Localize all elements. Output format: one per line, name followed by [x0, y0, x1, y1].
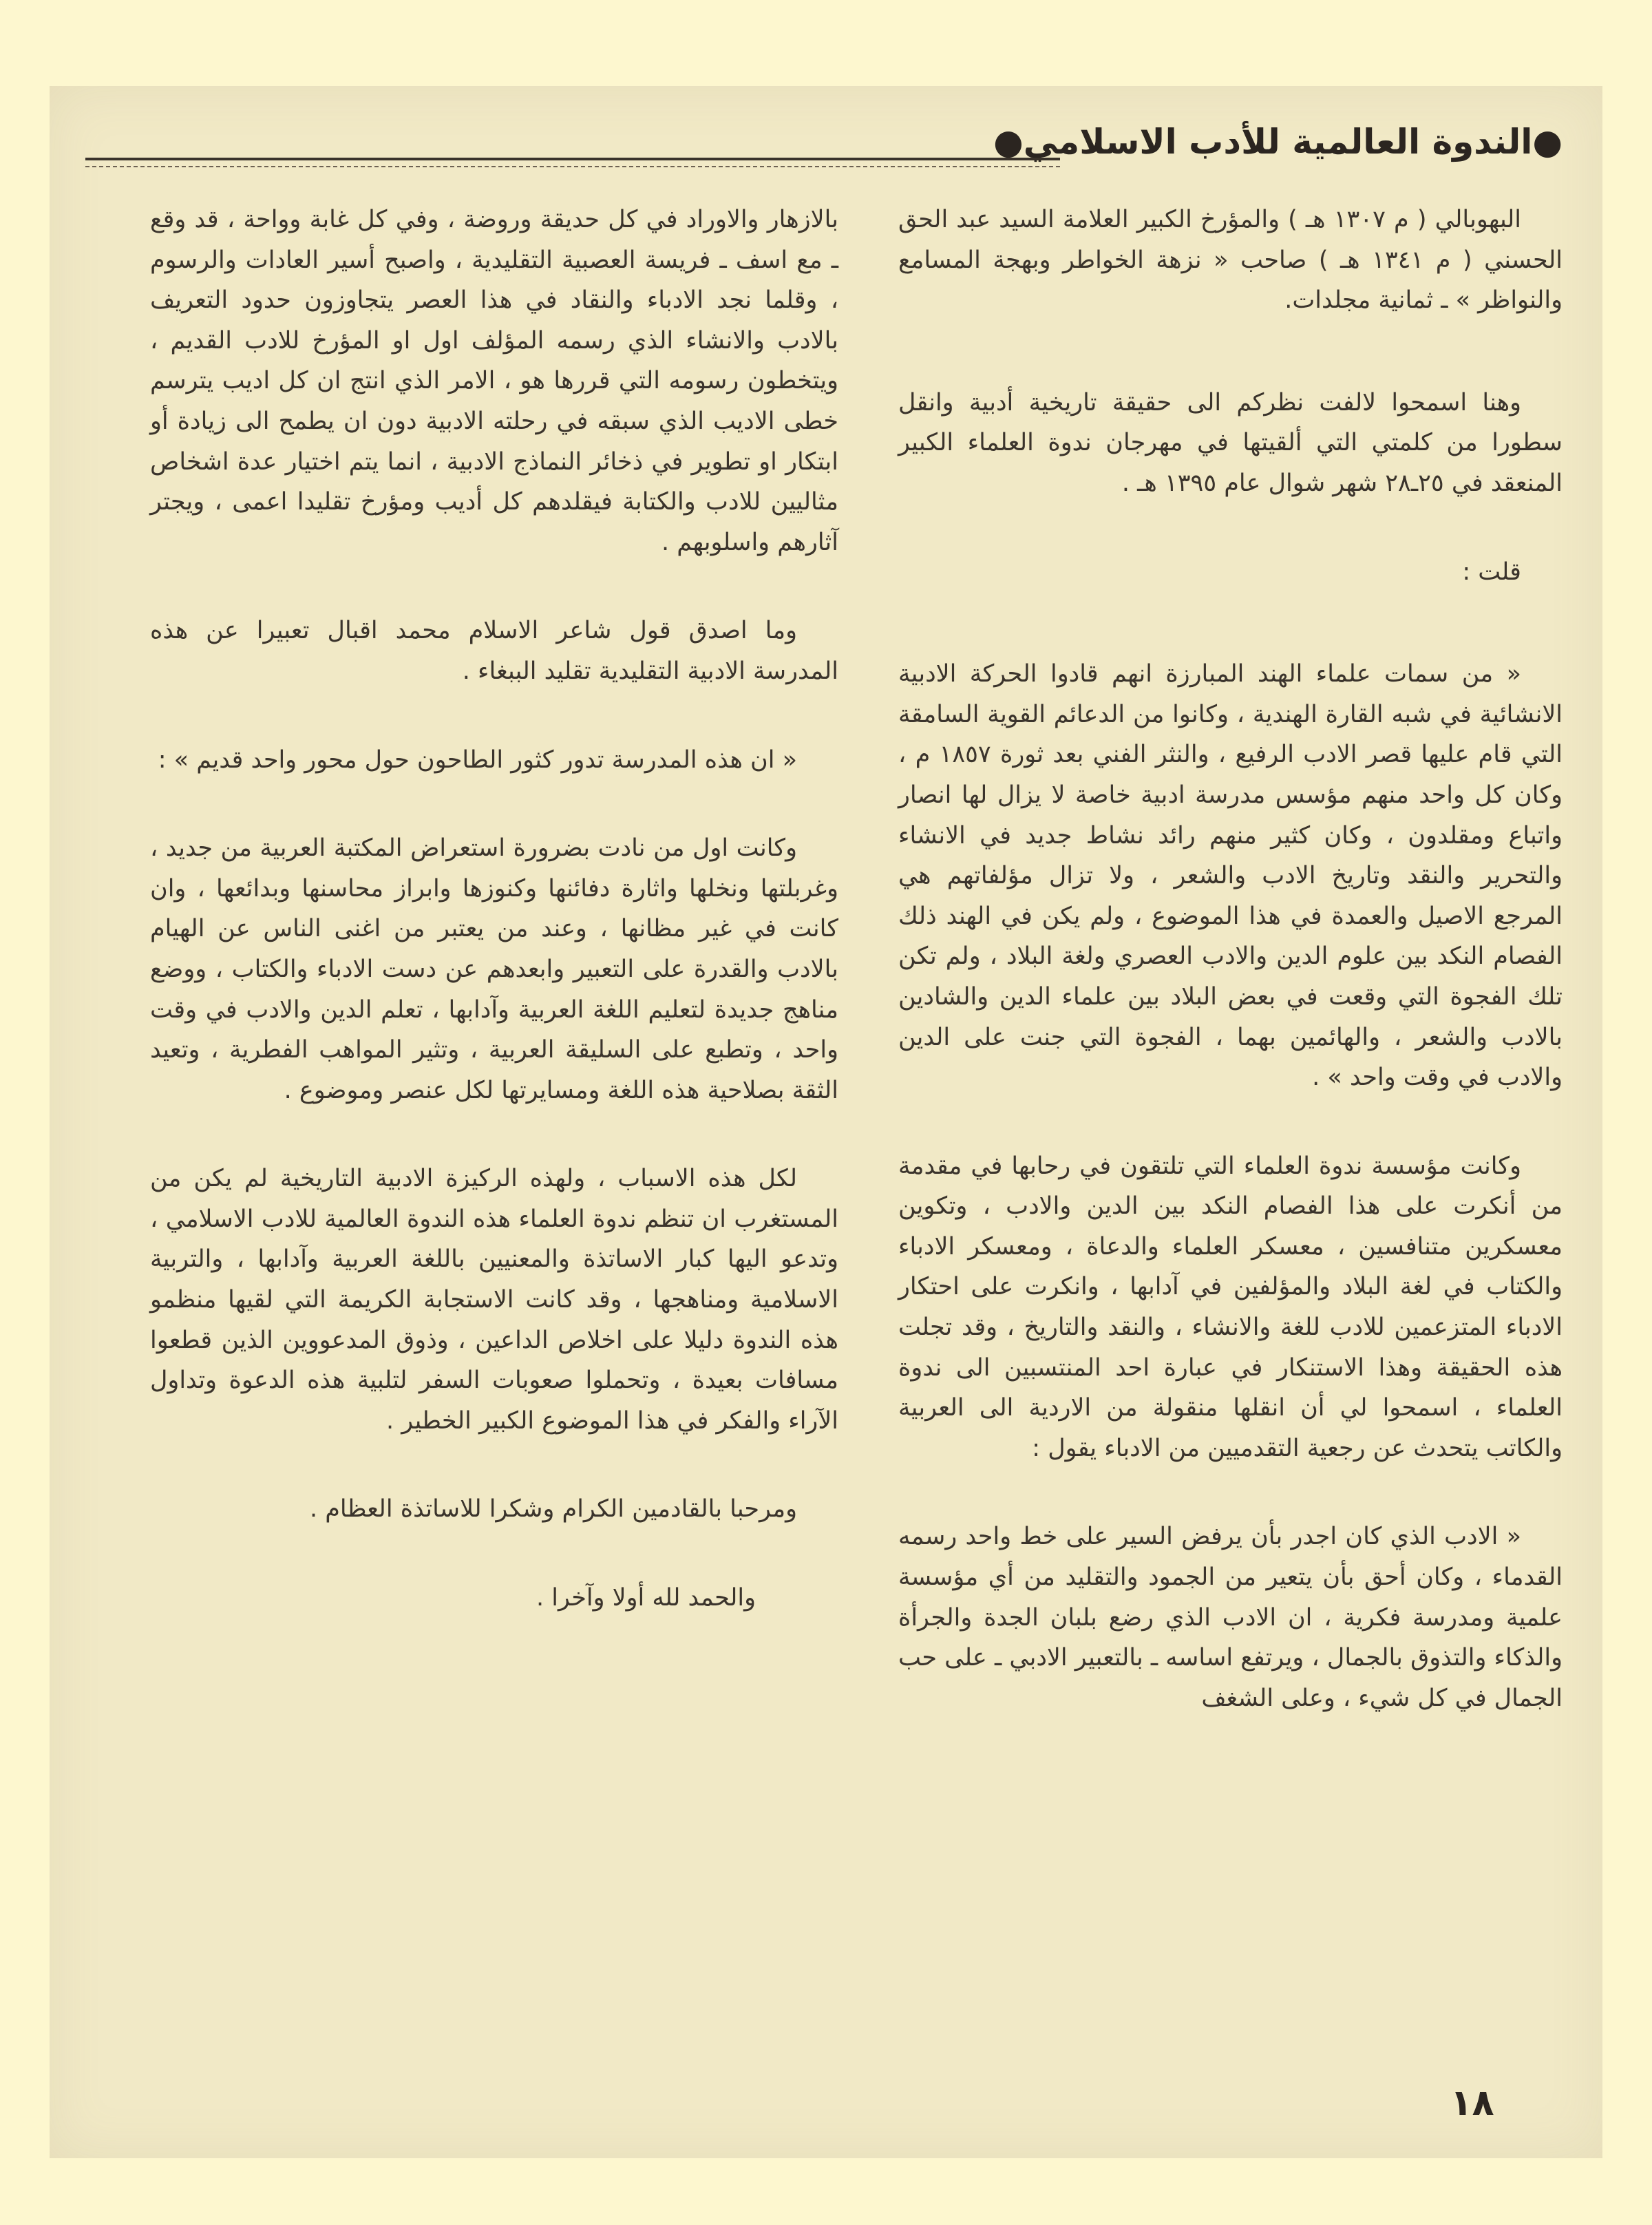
- paragraph: وكانت اول من نادت بضرورة استعراض المكتبة العربية من جديد ، وغربلتها ونخلها واثارة دفائنها وكنوزها وابراز محاسنها وبدائعها ، وان كانت في غير مظانها ، وعند من يعتبر من اغنى الناس عن الهيام بالادب والقدرة على التعبير وابعدهم عن دست الادباء والكتاب ، ووضع مناهج جديدة لتعليم اللغة العربية وآدابها ، تعلم الدين والادب في وقت واحد ، وتطبع على السليقة العربية ، وتثير المواهب الفطرية ، وتعيد الثقة بصلاحية هذه اللغة ومسايرتها لكل عنصر وموضوع .: [150, 834, 838, 1104]
- closing-line: والحمد لله أولا وآخرا .: [536, 1584, 756, 1612]
- quote-paragraph: « من سمات علماء الهند المبارزة انهم قادوا الحركة الادبية الانشائية في شبه القارة الهندية ، وكانوا من الدعائم القوية السامقة التي قام عليها قصر الادب الرفيع ، والنثر الفني بعد ثورة ١٨٥٧ م ، وكان كل واحد منهم مؤسس مدرسة ادبية خاصة لا يزال لها انصار واتباع ومقلدون ، وكان كثير منهم رائد نشاط جديد في الانشاء والتحرير والنقد وتاريخ الادب والشعر ، ولا تزال مؤلفاتهم هي المرجع الاصيل والعمدة في هذا الموضوع ، ولم يكن في الهند ذلك الفصام النكد بين علوم الدين والادب العصري ولغة البلاد ، ولم تكن تلك الفجوة التي وقعت في بعض البلاد بين علماء الدين والشادين بالادب والشعر ، والهائمين بهما ، الفجوة التي جنت على الدين والادب في وقت واحد » .: [898, 660, 1563, 1092]
- paragraph: وكانت مؤسسة ندوة العلماء التي تلتقون في رحابها في مقدمة من أنكرت على هذا الفصام النكد بين الدين والادب ، وتكوين معسكرين متنافسين ، معسكر العلماء والدعاة ، ومعسكر الادباء والكتاب في لغة البلاد والمؤلفين في آدابها ، وانكرت على احتكار الادباء المتزعمين للادب للغة والانشاء ، والنقد والتاريخ ، وقد تجلت هذه الحقيقة وهذا الاستنكار في عبارة احد المنتسبين الى ندوة العلماء ، اسمحوا لي أن انقلها منقولة من الاردية الى العربية والكاتب يتحدث عن رجعية التقدميين من الادباء يقول :: [898, 1152, 1563, 1462]
- paragraph: وهنا اسمحوا لالفت نظركم الى حقيقة تاريخية أدبية وانقل سطورا من كلمتي التي ألقيتها في مهرجان ندوة العلماء الكبير المنعقد في ٢٥ـ٢٨ شهر شوال عام ١٣٩٥ هـ .: [898, 388, 1563, 497]
- quote-paragraph: « ان هذه المدرسة تدور كثور الطاحون حول محور واحد قديم » :: [158, 746, 797, 774]
- right-column: [898, 200, 1563, 1718]
- header-title: ●الندوة العالمية للأدب الاسلامي●: [993, 122, 1563, 162]
- paragraph: بالازهار والاوراد في كل حديقة وروضة ، وفي كل غابة وواحة ، قد وقع ـ مع اسف ـ فريسة العصبية التقليدية ، واصبح أسير العادات والرسوم ، وقلما نجد الادباء والنقاد في هذا العصر يتجاوزون حدود التعريف بالادب والانشاء الذي رسمه المؤلف اول او المؤرخ للادب القديم ، ويتخطون رسومه التي قررها هو ، الامر الذي انتج ان كل اديب يترسم خطى الاديب الذي سبقه في رحلته الادبية دون ان يطمح الى زيادة أو ابتكار او تطوير في ذخائر النماذج الادبية ، انما يتم اختيار عدة اشخاص مثاليين للادب والكتابة فيقلدهم كل أديب ومؤرخ تقليدا اعمى ، ويجتر آثارهم واسلوبهم .: [150, 206, 838, 556]
- paragraph: البهوبالي ( م ١٣٠٧ هـ ) والمؤرخ الكبير العلامة السيد عبد الحق الحسني ( م ١٣٤١ هـ ) صاحب « نزهة الخواطر وبهجة المسامع والنواظر » ـ ثمانية مجلدات.: [898, 206, 1563, 315]
- quote-paragraph: « الادب الذي كان اجدر بأن يرفض السير على خط واحد رسمه القدماء ، وكان أحق بأن يتعير من الجمود والتقليد من أي مؤسسة علمية ومدرسة فكرية ، ان الادب الذي رضع بلبان الجدة والجرأة والذكاء والتذوق بالجمال ، ويرتفع اساسه ـ بالتعبير الادبي ـ على حب الجمال في كل شيء ، وعلى الشغف: [898, 1523, 1563, 1712]
- paragraph: وما اصدق قول شاعر الاسلام محمد اقبال تعبيرا عن هذه المدرسة الادبية التقليدية تقليد الببغاء .: [150, 617, 838, 685]
- magazine-page: [50, 86, 1602, 2158]
- header-rule-dashed: [85, 166, 1060, 167]
- page-number: ١٨: [1450, 2082, 1494, 2124]
- closing-line: ومرحبا بالقادمين الكرام وشكرا للاساتذة العظام .: [310, 1495, 797, 1523]
- paragraph: لكل هذه الاسباب ، ولهذه الركيزة الادبية التاريخية لم يكن من المستغرب ان تنظم ندوة العلماء هذه الندوة العالمية للادب الاسلامي ، وتدعو اليها كبار الاساتذة والمعنيين باللغة العربية وآدابها ، والتربية الاسلامية ومناهجها ، وقد كانت الاستجابة الكريمة التي لقيها منظمو هذه الندوة دليلا على اخلاص الداعين ، وذوق المدعووين الذين قطعوا مسافات بعيدة ، وتحملوا صعوبات السفر لتلبية هذه الدعوة وتداول الآراء والفكر في هذا الموضوع الكبير الخطير .: [150, 1165, 838, 1435]
- header-rule: [85, 158, 1060, 160]
- left-column: [150, 200, 838, 1618]
- paragraph: قلت :: [1462, 558, 1521, 586]
- running-header: [85, 122, 1563, 184]
